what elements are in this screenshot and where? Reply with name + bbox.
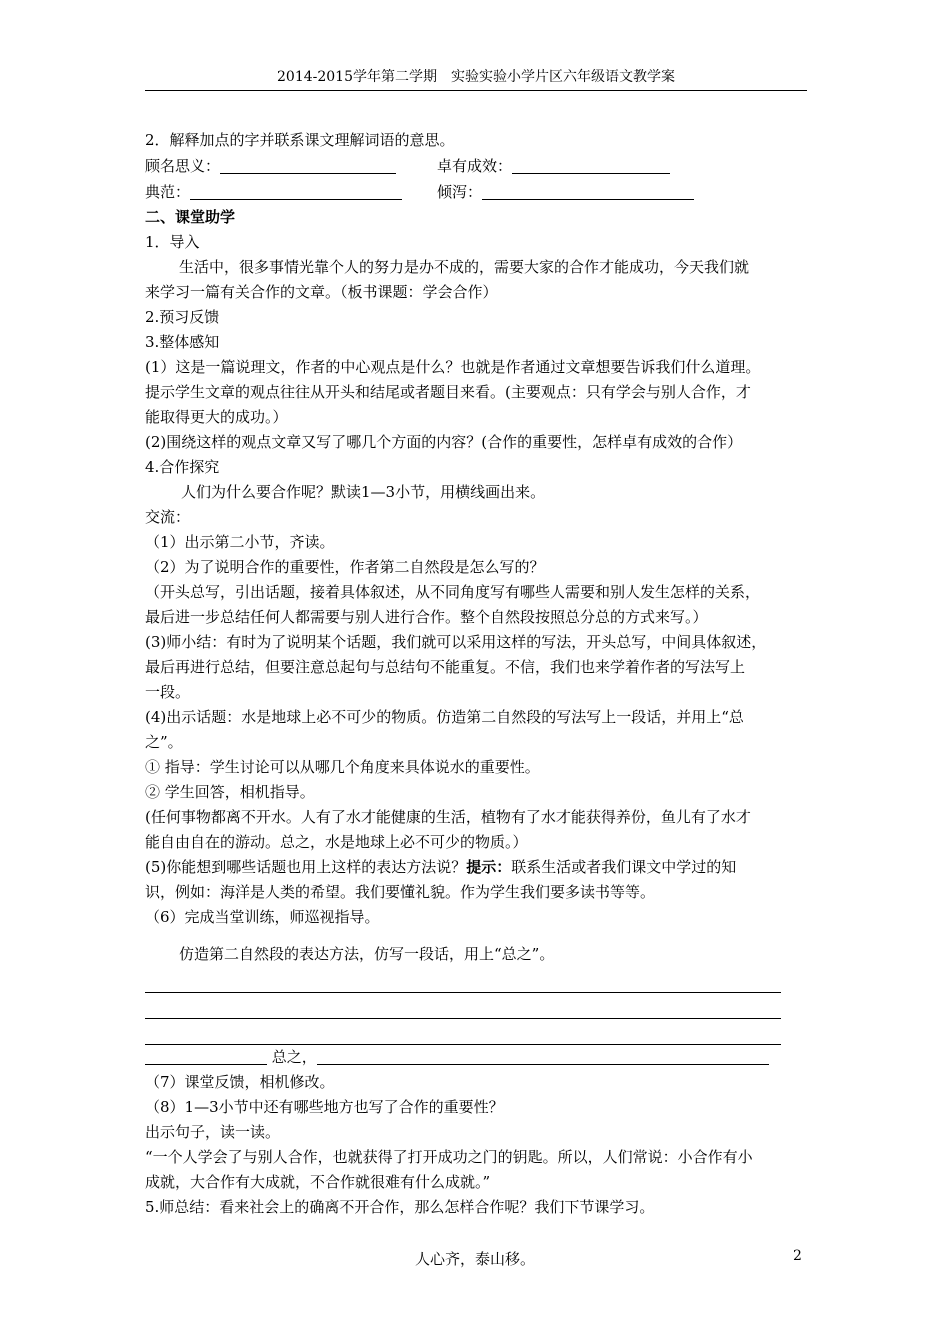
quote-line: 成就，大合作有大成就，不合作就很难有什么成就。” <box>145 1173 491 1191</box>
answer-blank[interactable] <box>220 157 396 174</box>
answer-blank[interactable] <box>190 183 402 200</box>
quote-line: “一个人学会了与别人合作，也就获得了打开成功之门的钥匙。所以，人们常说：小合作有小 <box>145 1148 753 1166</box>
vocab-word-4: 倾泻： <box>437 183 483 201</box>
paragraph-line: 出示句子，读一读。 <box>145 1123 281 1141</box>
hint-label: 提示： <box>466 858 512 876</box>
page-number: 2 <box>793 1248 802 1264</box>
paragraph-line: (3)师小结：有时为了说明某个话题，我们就可以采用这样的写法，开头总写，中间具体叙述， <box>145 633 767 651</box>
vocab-instruction: 2．解释加点的字并联系课文理解词语的意思。 <box>145 131 455 149</box>
paragraph-line: 能取得更大的成功。） <box>145 408 288 426</box>
answer-blank[interactable] <box>482 183 694 200</box>
writing-line[interactable] <box>145 967 781 993</box>
paragraph-line: （开头总写，引出话题，接着具体叙述，从不同角度写有哪些人需要和别人发生怎样的关系， <box>145 583 761 601</box>
practice-prompt: 仿造第二自然段的表达方法，仿写一段话，用上“总之”。 <box>179 945 555 963</box>
vocab-word-2: 卓有成效： <box>437 157 513 175</box>
paragraph-line: (任何事物都离不开水。人有了水才能健康的生活，植物有了水才能获得养份，鱼儿有了水才 <box>145 808 751 826</box>
paragraph-line: （2）为了说明合作的重要性，作者第二自然段是怎么写的？ <box>145 558 545 576</box>
text-span: (5)你能想到哪些话题也用上这样的表达方法说？ <box>145 858 467 876</box>
paragraph-line: ② 学生回答，相机指导。 <box>145 783 315 801</box>
paragraph-line: (1）这是一篇说理文，作者的中心观点是什么？也就是作者通过文章想要告诉我们什么道理。 <box>145 358 761 376</box>
paragraph-line: (4)出示话题：水是地球上必不可少的物质。仿造第二自然段的写法写上一段话，并用上“总 <box>145 708 744 726</box>
paragraph-line: 最后进一步总结任何人都需要与别人进行合作。整个自然段按照总分总的方式来写。） <box>145 608 708 626</box>
answer-blank[interactable] <box>317 1048 769 1065</box>
paragraph-line: 来学习一篇有关合作的文章。（板书课题：学会合作） <box>145 283 498 301</box>
step-title: 4.合作探究 <box>145 458 220 476</box>
zongzhi-label: 总之， <box>271 1048 317 1066</box>
paragraph-line: 生活中，很多事情光靠个人的努力是办不成的，需要大家的合作才能成功，今天我们就 <box>179 258 750 276</box>
page-header: 2014-2015学年第二学期 实验实验小学片区六年级语文教学案 <box>145 66 807 91</box>
answer-blank[interactable] <box>512 157 670 174</box>
paragraph-line: 能自由自在的游动。总之，水是地球上必不可少的物质。） <box>145 833 528 851</box>
text-span: 联系生活或者我们课文中学过的知 <box>511 858 737 876</box>
paragraph-line: (2)围绕这样的观点文章又写了哪几个方面的内容？(合作的重要性，怎样卓有成效的合作） <box>145 433 743 451</box>
paragraph-line: （1）出示第二小节，齐读。 <box>145 533 335 551</box>
answer-blank[interactable] <box>145 1048 267 1065</box>
paragraph-line: 一段。 <box>145 683 191 701</box>
vocab-row-1 <box>145 153 810 179</box>
vocab-word-1: 顾名思义： <box>145 157 221 175</box>
paragraph-line: （8）1—3小节中还有哪些地方也写了合作的重要性？ <box>145 1098 504 1116</box>
paragraph-line: 人们为什么要合作呢？默读1—3小节，用横线画出来。 <box>181 483 546 501</box>
spacer <box>145 930 810 942</box>
vocab-word-3: 典范： <box>145 183 191 201</box>
footer-motto: 人心齐，泰山移。 <box>414 1250 535 1268</box>
intro-title: 1．导入 <box>145 233 200 251</box>
paragraph-line <box>145 855 810 880</box>
writing-line-zongzhi <box>145 1045 810 1070</box>
paragraph-line: 之”。 <box>145 733 183 751</box>
paragraph-line: 5.师总结：看来社会上的确离不开合作，那么怎样合作呢？我们下节课学习。 <box>145 1198 655 1216</box>
paragraph-line: 最后再进行总结，但要注意总起句与总结句不能重复。不信，我们也来学着作者的写法写上 <box>145 658 746 676</box>
paragraph-line: ① 指导：学生讨论可以从哪几个角度来具体说水的重要性。 <box>145 758 540 776</box>
paragraph-line: 识，例如：海洋是人类的希望。我们要懂礼貌。作为学生我们要多读书等等。 <box>145 883 656 901</box>
step-title: 3.整体感知 <box>145 333 220 351</box>
paragraph-line: 提示学生文章的观点往往从开头和结尾或者题目来看。(主要观点：只有学会与别人合作，才 <box>145 383 751 401</box>
step-title: 2.预习反馈 <box>145 308 220 326</box>
paragraph-line: 交流： <box>145 508 191 526</box>
writing-line[interactable] <box>145 1019 781 1045</box>
vocab-row-2 <box>145 179 810 205</box>
writing-line[interactable] <box>145 993 781 1019</box>
lesson-content <box>145 128 810 1220</box>
paragraph-line: （7）课堂反馈，相机修改。 <box>145 1073 335 1091</box>
section-heading: 二、课堂助学 <box>145 208 236 226</box>
paragraph-line: （6）完成当堂训练，师巡视指导。 <box>145 908 380 926</box>
